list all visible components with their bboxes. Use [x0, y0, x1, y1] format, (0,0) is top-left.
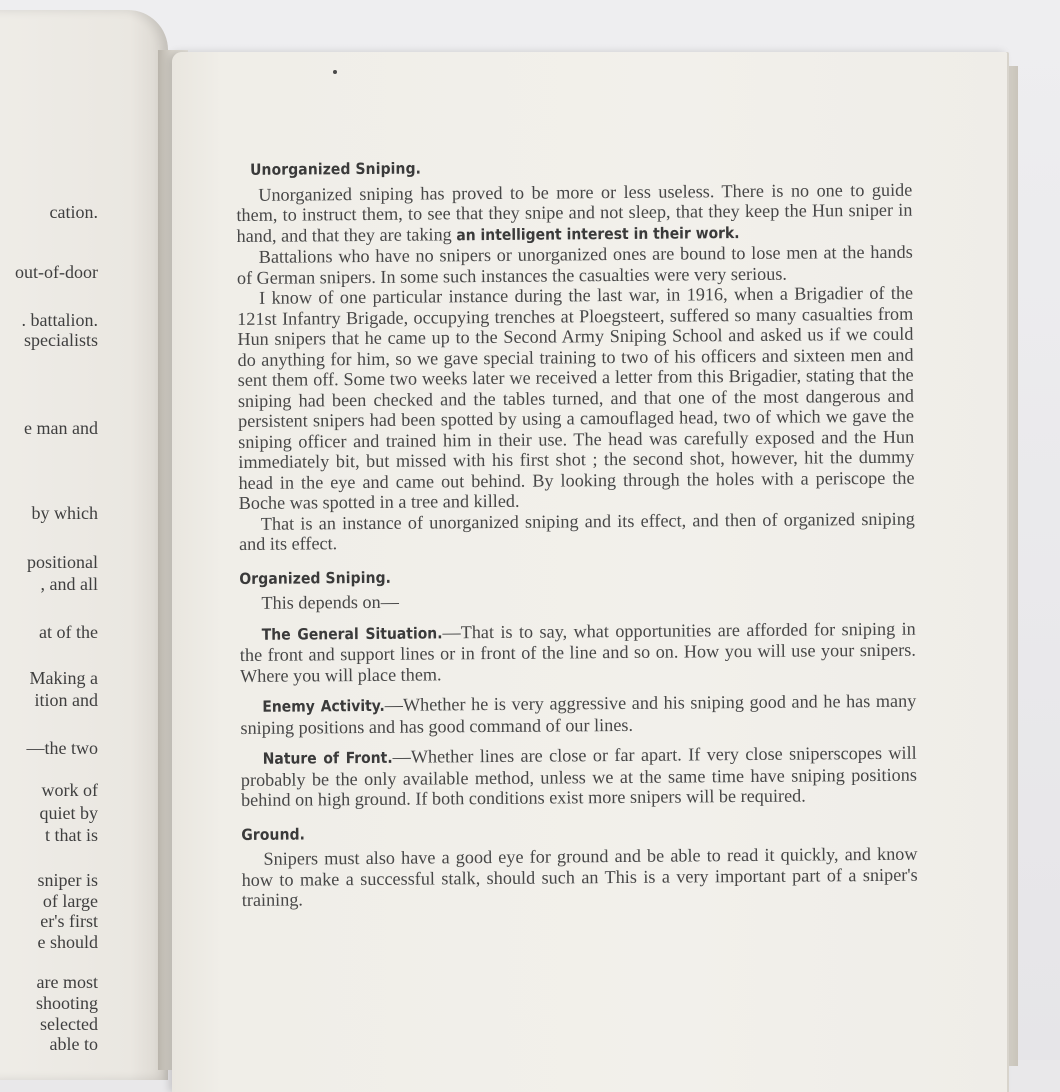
paragraph-unorganized-4: That is an instance of unorganized sniping and its effect, and then of organized sniping and its effect. — [238, 508, 915, 554]
paragraph-ground-2-text: This is a very important part of a sniper's training. — [241, 864, 918, 910]
paragraph-ground-1-text: Snipers must also have a good eye for ground and be able to read it quickly, and know how to make a successful stalk, should such an — [241, 843, 918, 890]
paragraph-unorganized-1-bold: an intelligent interest in their work. — [456, 223, 740, 244]
paragraph-ground-1 — [241, 844, 917, 911]
left-page-fragment: ition and — [34, 690, 98, 710]
left-page-fragment: positional — [27, 552, 98, 572]
term-enemy-activity: Enemy Activity. — [262, 696, 385, 716]
organized-item-general-situation — [240, 618, 916, 686]
left-page-fragment: —the two — [26, 738, 98, 758]
left-page-fragment: shooting — [35, 993, 98, 1013]
left-page-fragment: work of — [41, 780, 98, 800]
left-page-fragment: selected — [40, 1014, 98, 1034]
organized-item-enemy-activity — [240, 691, 916, 738]
ink-speck — [333, 70, 337, 74]
left-page-fragment: e should — [37, 932, 98, 952]
left-page-fragment: sniper is — [37, 870, 98, 890]
heading-unorganized-sniping: Unorganized Sniping. — [250, 159, 422, 179]
paragraph-unorganized-1 — [236, 179, 912, 247]
left-page-fragment: able to — [49, 1034, 98, 1054]
term-nature-of-front: Nature of Front. — [262, 748, 393, 768]
text-nature-of-front: —Whether lines are close or far apart. If very close sniperscopes will probably be the only available method, unless we at the same time have sniping positions behind on high ground. If both conditions exist more snipers will be required. — [240, 742, 917, 810]
organized-item-nature-of-front — [241, 743, 917, 811]
left-page-fragment: . battalion. — [21, 310, 98, 330]
paragraph-unorganized-2: Battalions who have no snipers or unorganized ones are bound to lose men at the hands of German snipers. In some such instances the casualties were very serious. — [236, 241, 913, 288]
left-page — [0, 10, 168, 1080]
left-page-fragment: Making a — [29, 668, 98, 688]
left-page-fragment: specialists — [24, 330, 98, 350]
text-enemy-activity: —Whether he is very aggressive and his sniping good and he has many sniping positions and has good command of our lines. — [240, 690, 917, 738]
heading-organized-sniping: Organized Sniping. — [239, 568, 392, 588]
left-page-fragment: er's first — [40, 911, 98, 931]
left-page-fragment: by which — [31, 503, 98, 523]
organized-intro: This depends on— — [261, 591, 399, 613]
left-page-fragment: at of the — [39, 622, 98, 642]
heading-ground: Ground. — [241, 824, 306, 844]
left-page-fragment: are most — [36, 972, 98, 992]
left-page-fragment: out-of-door — [15, 262, 98, 282]
paragraph-unorganized-1-text: Unorganized sniping has proved to be more or less useless. There is no one to guide them, to instruct them, to see that they snipe and not sleep, that they keep the Hun sniper in hand, and that they are taking — [236, 179, 913, 246]
left-page-fragment: of large — [42, 891, 98, 911]
left-page-fragment: t that is — [45, 825, 98, 845]
paragraph-unorganized-3: I know of one particular instance during the last war, in 1916, when a Brigadier of the 121st Infantry Brigade, occupying trenches at Ploegsteert, suffered so many casualties from Hun snipers that he came up to the Second Army Sniping School and asked us if we could do anything for him, so we gave special training to two of his officers and sixteen men and sent them off. Some two weeks later we received a letter from this Brigadier, stating that the sniping had been checked and the tables turned, and that one of the most dangerous and persistent snipers had been spotted by using a camouflaged head, two of which we gave the sniping officer and trained him in their use. The head was carefully exposed and the Hun immediately bit, but missed with his first shot ; the second shot, however, hit the dummy head in the eye and came out behind. By looking through the holes with a periscope the Boche was spotted in a tree and killed. — [237, 282, 915, 513]
left-page-fragment: e man and — [24, 418, 98, 438]
left-page-fragment: quiet by — [39, 803, 98, 823]
page-text — [236, 155, 918, 911]
left-page-fragment: , and all — [40, 574, 98, 594]
term-general-situation: The General Situation. — [261, 623, 443, 644]
left-page-fragment: cation. — [49, 202, 98, 222]
text-general-situation: —That is to say, what opportunities are afforded for sniping in the front and support lines or in front of the line and so on. How you will use your snipers. Where you will place them. — [239, 618, 916, 686]
